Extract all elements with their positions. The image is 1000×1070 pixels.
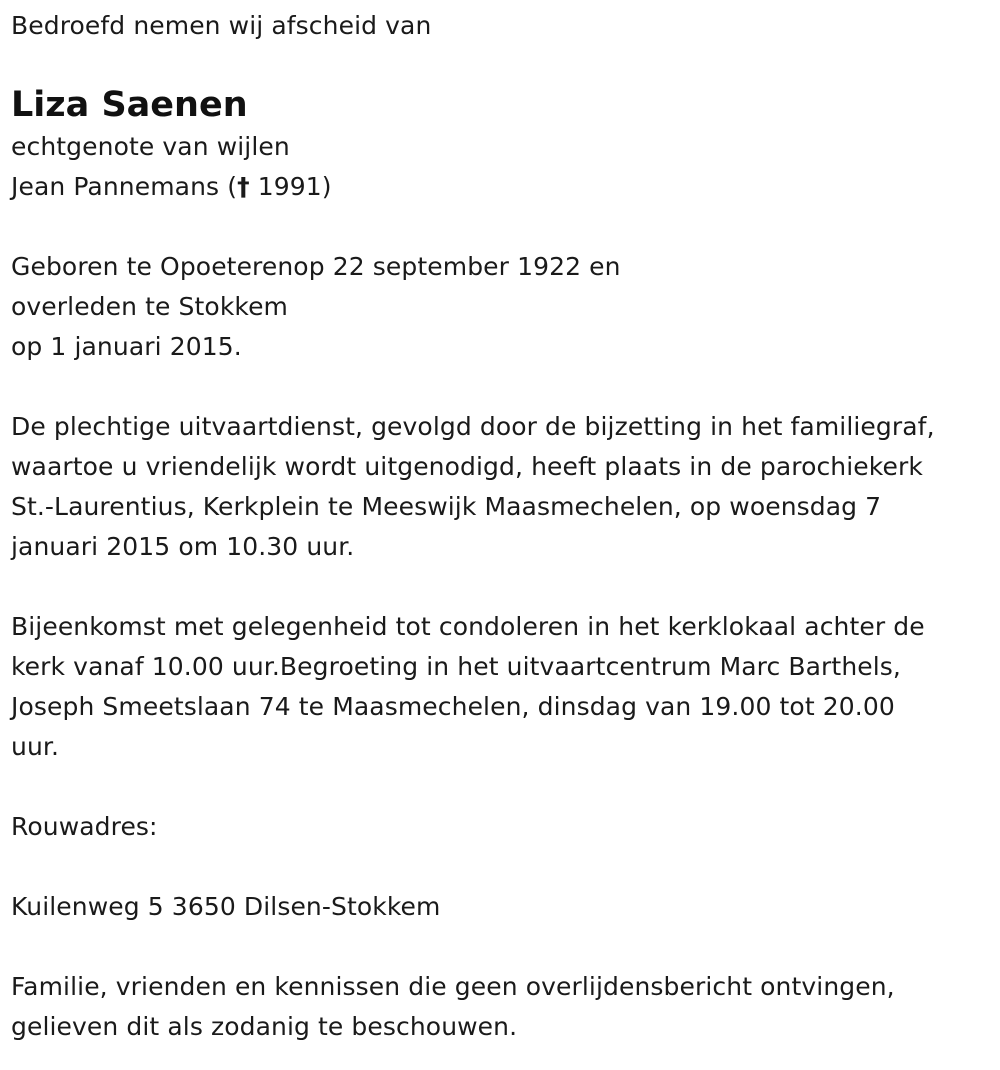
spouse-line-2 <box>11 167 1000 207</box>
gathering-section <box>11 607 1000 767</box>
spouse-line-1: echtgenote van wijlen <box>11 132 290 161</box>
closing-line: Familie, vrienden en kennissen die geen overlijdensbericht ontvingen, <box>11 972 895 1001</box>
mourning-address: Kuilenweg 5 3650 Dilsen-Stokkem <box>11 892 441 921</box>
address-label-section <box>11 807 1000 847</box>
deceased-name: Liza Saenen <box>11 85 248 125</box>
service-line: De plechtige uitvaartdienst, gevolgd door de bijzetting in het familiegraf, <box>11 412 935 441</box>
spouse-death-year: 1991) <box>249 172 332 201</box>
gathering-line: Bijeenkomst met gelegenheid tot condoleren in het kerklokaal achter de <box>11 612 925 641</box>
intro-text: Bedroefd nemen wij afscheid van <box>11 11 432 40</box>
spouse-section <box>11 127 1000 207</box>
birth-death-line: op 1 januari 2015. <box>11 332 242 361</box>
service-line: St.-Laurentius, Kerkplein te Meeswijk Maasmechelen, op woensdag 7 <box>11 492 882 521</box>
address-label: Rouwadres: <box>11 812 158 841</box>
address-section <box>11 887 1000 927</box>
spouse-name: Jean Pannemans ( <box>11 172 238 201</box>
service-line: waartoe u vriendelijk wordt uitgenodigd, heeft plaats in de parochiekerk <box>11 452 923 481</box>
birth-death-section <box>11 247 1000 367</box>
birth-death-line: Geboren te Opoeterenop 22 september 1922 en <box>11 252 621 281</box>
gathering-line: Joseph Smeetslaan 74 te Maasmechelen, dinsdag van 19.00 tot 20.00 <box>11 692 895 721</box>
closing-line: gelieven dit als zodanig te beschouwen. <box>11 1012 518 1041</box>
birth-death-line: overleden te Stokkem <box>11 292 289 321</box>
closing-section <box>11 967 1000 1047</box>
service-section <box>11 407 1000 567</box>
gathering-line: kerk vanaf 10.00 uur.Begroeting in het uitvaartcentrum Marc Barthels, <box>11 652 901 681</box>
service-line: januari 2015 om 10.30 uur. <box>11 532 355 561</box>
cross-icon: † <box>237 172 250 201</box>
gathering-line: uur. <box>11 732 60 761</box>
